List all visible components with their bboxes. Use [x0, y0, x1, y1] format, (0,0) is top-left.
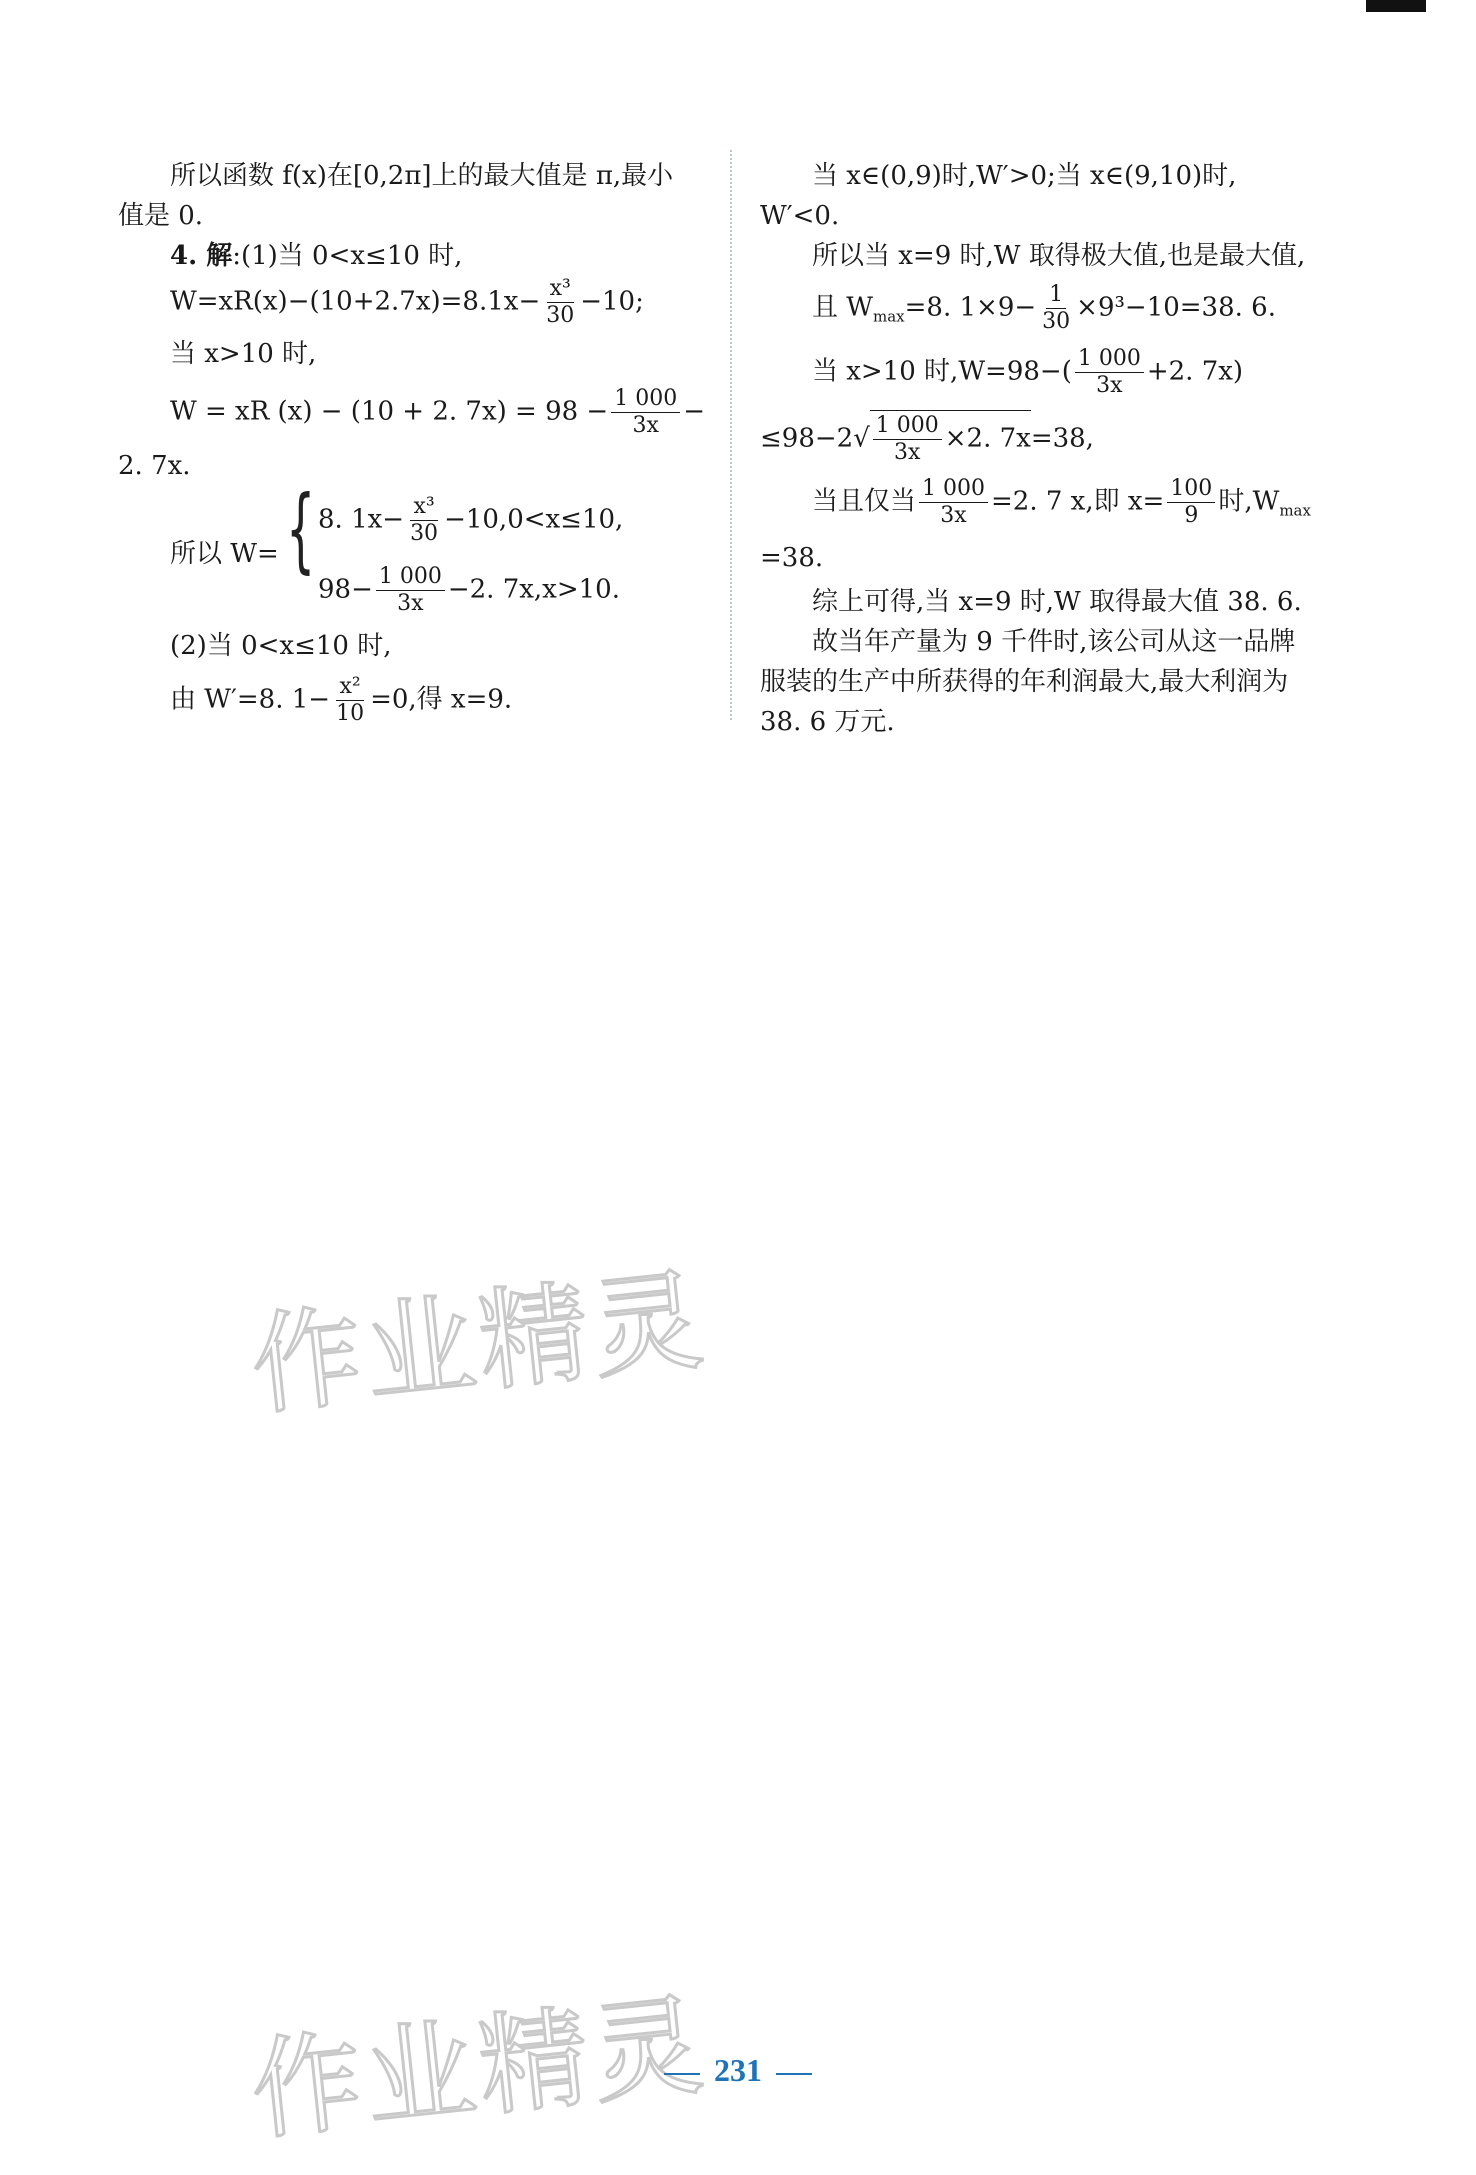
fraction: [407, 494, 441, 547]
numerator: x²: [336, 674, 363, 701]
fraction: [919, 476, 988, 529]
denominator: 30: [410, 521, 439, 546]
text-line: 所以函数 f(x)在[0,2π]上的最大值是 π,最小: [170, 161, 674, 191]
denominator: 3x: [1096, 373, 1123, 398]
text-line: W′<0.: [760, 201, 840, 231]
text-line: 值是 0.: [118, 201, 204, 231]
text-line: 38. 6 万元.: [760, 707, 895, 737]
watermark: 作业精灵: [245, 1980, 713, 2156]
formula-part: 由 W′=8. 1−: [170, 684, 331, 715]
formula-part: −2. 7x,x>10.: [447, 574, 620, 605]
numerator: 1: [1046, 282, 1066, 309]
formula-part: 8. 1x−: [318, 504, 405, 535]
column-divider: [730, 150, 732, 720]
formula-part: ×2. 7x: [944, 423, 1031, 454]
text-line: 2. 7x.: [118, 451, 191, 481]
formula-part: −10,0<x≤10,: [444, 504, 624, 535]
text-line: 所以当 x=9 时,W 取得极大值,也是最大值,: [812, 241, 1306, 271]
text-line: =38.: [760, 543, 824, 573]
text-line: [118, 236, 462, 276]
piecewise-case-2: [318, 564, 620, 617]
fraction: [1167, 476, 1215, 529]
formula-line: [760, 476, 1311, 531]
formula-part: =0,得 x=9.: [370, 684, 513, 715]
fraction: [1075, 346, 1144, 399]
numerator: 1 000: [376, 564, 445, 591]
formula-line: [760, 410, 1094, 466]
piecewise-case-1: [318, 494, 623, 547]
watermark: 作业精灵: [245, 1255, 713, 1431]
page-number: 231: [714, 2052, 762, 2088]
formula-part: 且 W: [812, 292, 873, 323]
text-line: 综上可得,当 x=9 时,W 取得最大值 38. 6.: [812, 587, 1302, 617]
formula-part: =38,: [1030, 423, 1094, 454]
text-line: 当 x∈(0,9)时,W′>0;当 x∈(9,10)时,: [812, 161, 1237, 191]
denominator: 10: [336, 701, 365, 726]
formula-part: −10;: [580, 286, 644, 317]
formula-line: [118, 674, 512, 727]
text-line: 服装的生产中所获得的年利润最大,最大利润为: [760, 667, 1289, 697]
fraction: [873, 413, 942, 466]
formula-line: [760, 346, 1243, 399]
denominator: 30: [546, 303, 575, 328]
footer-dash: [664, 2073, 700, 2075]
numerator: x³: [410, 494, 437, 521]
formula-part: ×9³−10=38. 6.: [1076, 292, 1276, 323]
denominator: 3x: [940, 503, 967, 528]
formula-line: [760, 282, 1276, 337]
text-segment: :(1)当 0<x≤10 时,: [232, 241, 463, 271]
fraction: [543, 276, 577, 329]
formula-part: W=xR(x)−(10+2.7x)=8.1x−: [170, 286, 541, 317]
footer-dash: [776, 2073, 812, 2075]
formula-line: [118, 276, 644, 329]
numerator: 1 000: [919, 476, 988, 503]
page-footer: [0, 2052, 1476, 2089]
text-line: 故当年产量为 9 千件时,该公司从这一品牌: [812, 627, 1296, 657]
formula-part: −: [683, 396, 705, 427]
text-line: (2)当 0<x≤10 时,: [170, 631, 392, 661]
subscript: max: [1279, 501, 1311, 520]
numerator: 100: [1167, 476, 1215, 503]
brace-symbol: {: [286, 476, 316, 583]
fraction: [376, 564, 445, 617]
problem-label: 4. 解: [170, 241, 233, 271]
formula-part: =8. 1×9−: [904, 292, 1037, 323]
denominator: 30: [1042, 309, 1071, 334]
fraction: [1039, 282, 1073, 335]
numerator: x³: [547, 276, 574, 303]
text-line: 当 x>10 时,: [170, 339, 317, 369]
fraction: [333, 674, 367, 727]
formula-part: =2. 7 x,即 x=: [991, 486, 1165, 517]
numerator: 1 000: [611, 386, 680, 413]
denominator: 9: [1184, 503, 1199, 528]
numerator: 1 000: [873, 413, 942, 440]
formula-part: ≤98−2√: [760, 423, 870, 454]
formula-part: 当 x>10 时,W=98−(: [812, 356, 1072, 387]
piecewise-lead: 所以 W=: [170, 539, 279, 569]
formula-part: 当且仅当: [812, 486, 917, 517]
corner-mark: [1366, 0, 1426, 12]
formula-part: 时,W: [1218, 486, 1280, 517]
formula-part: 98−: [318, 574, 373, 605]
fraction: [611, 386, 680, 439]
formula-part: W = xR (x) − (10 + 2. 7x) = 98 −: [170, 396, 609, 427]
denominator: 3x: [632, 413, 659, 438]
numerator: 1 000: [1075, 346, 1144, 373]
denominator: 3x: [894, 440, 921, 465]
formula-line: [118, 386, 705, 439]
formula-part: +2. 7x): [1146, 356, 1244, 387]
denominator: 3x: [397, 591, 424, 616]
sqrt-radicand: [870, 410, 1031, 466]
subscript: max: [873, 307, 905, 326]
